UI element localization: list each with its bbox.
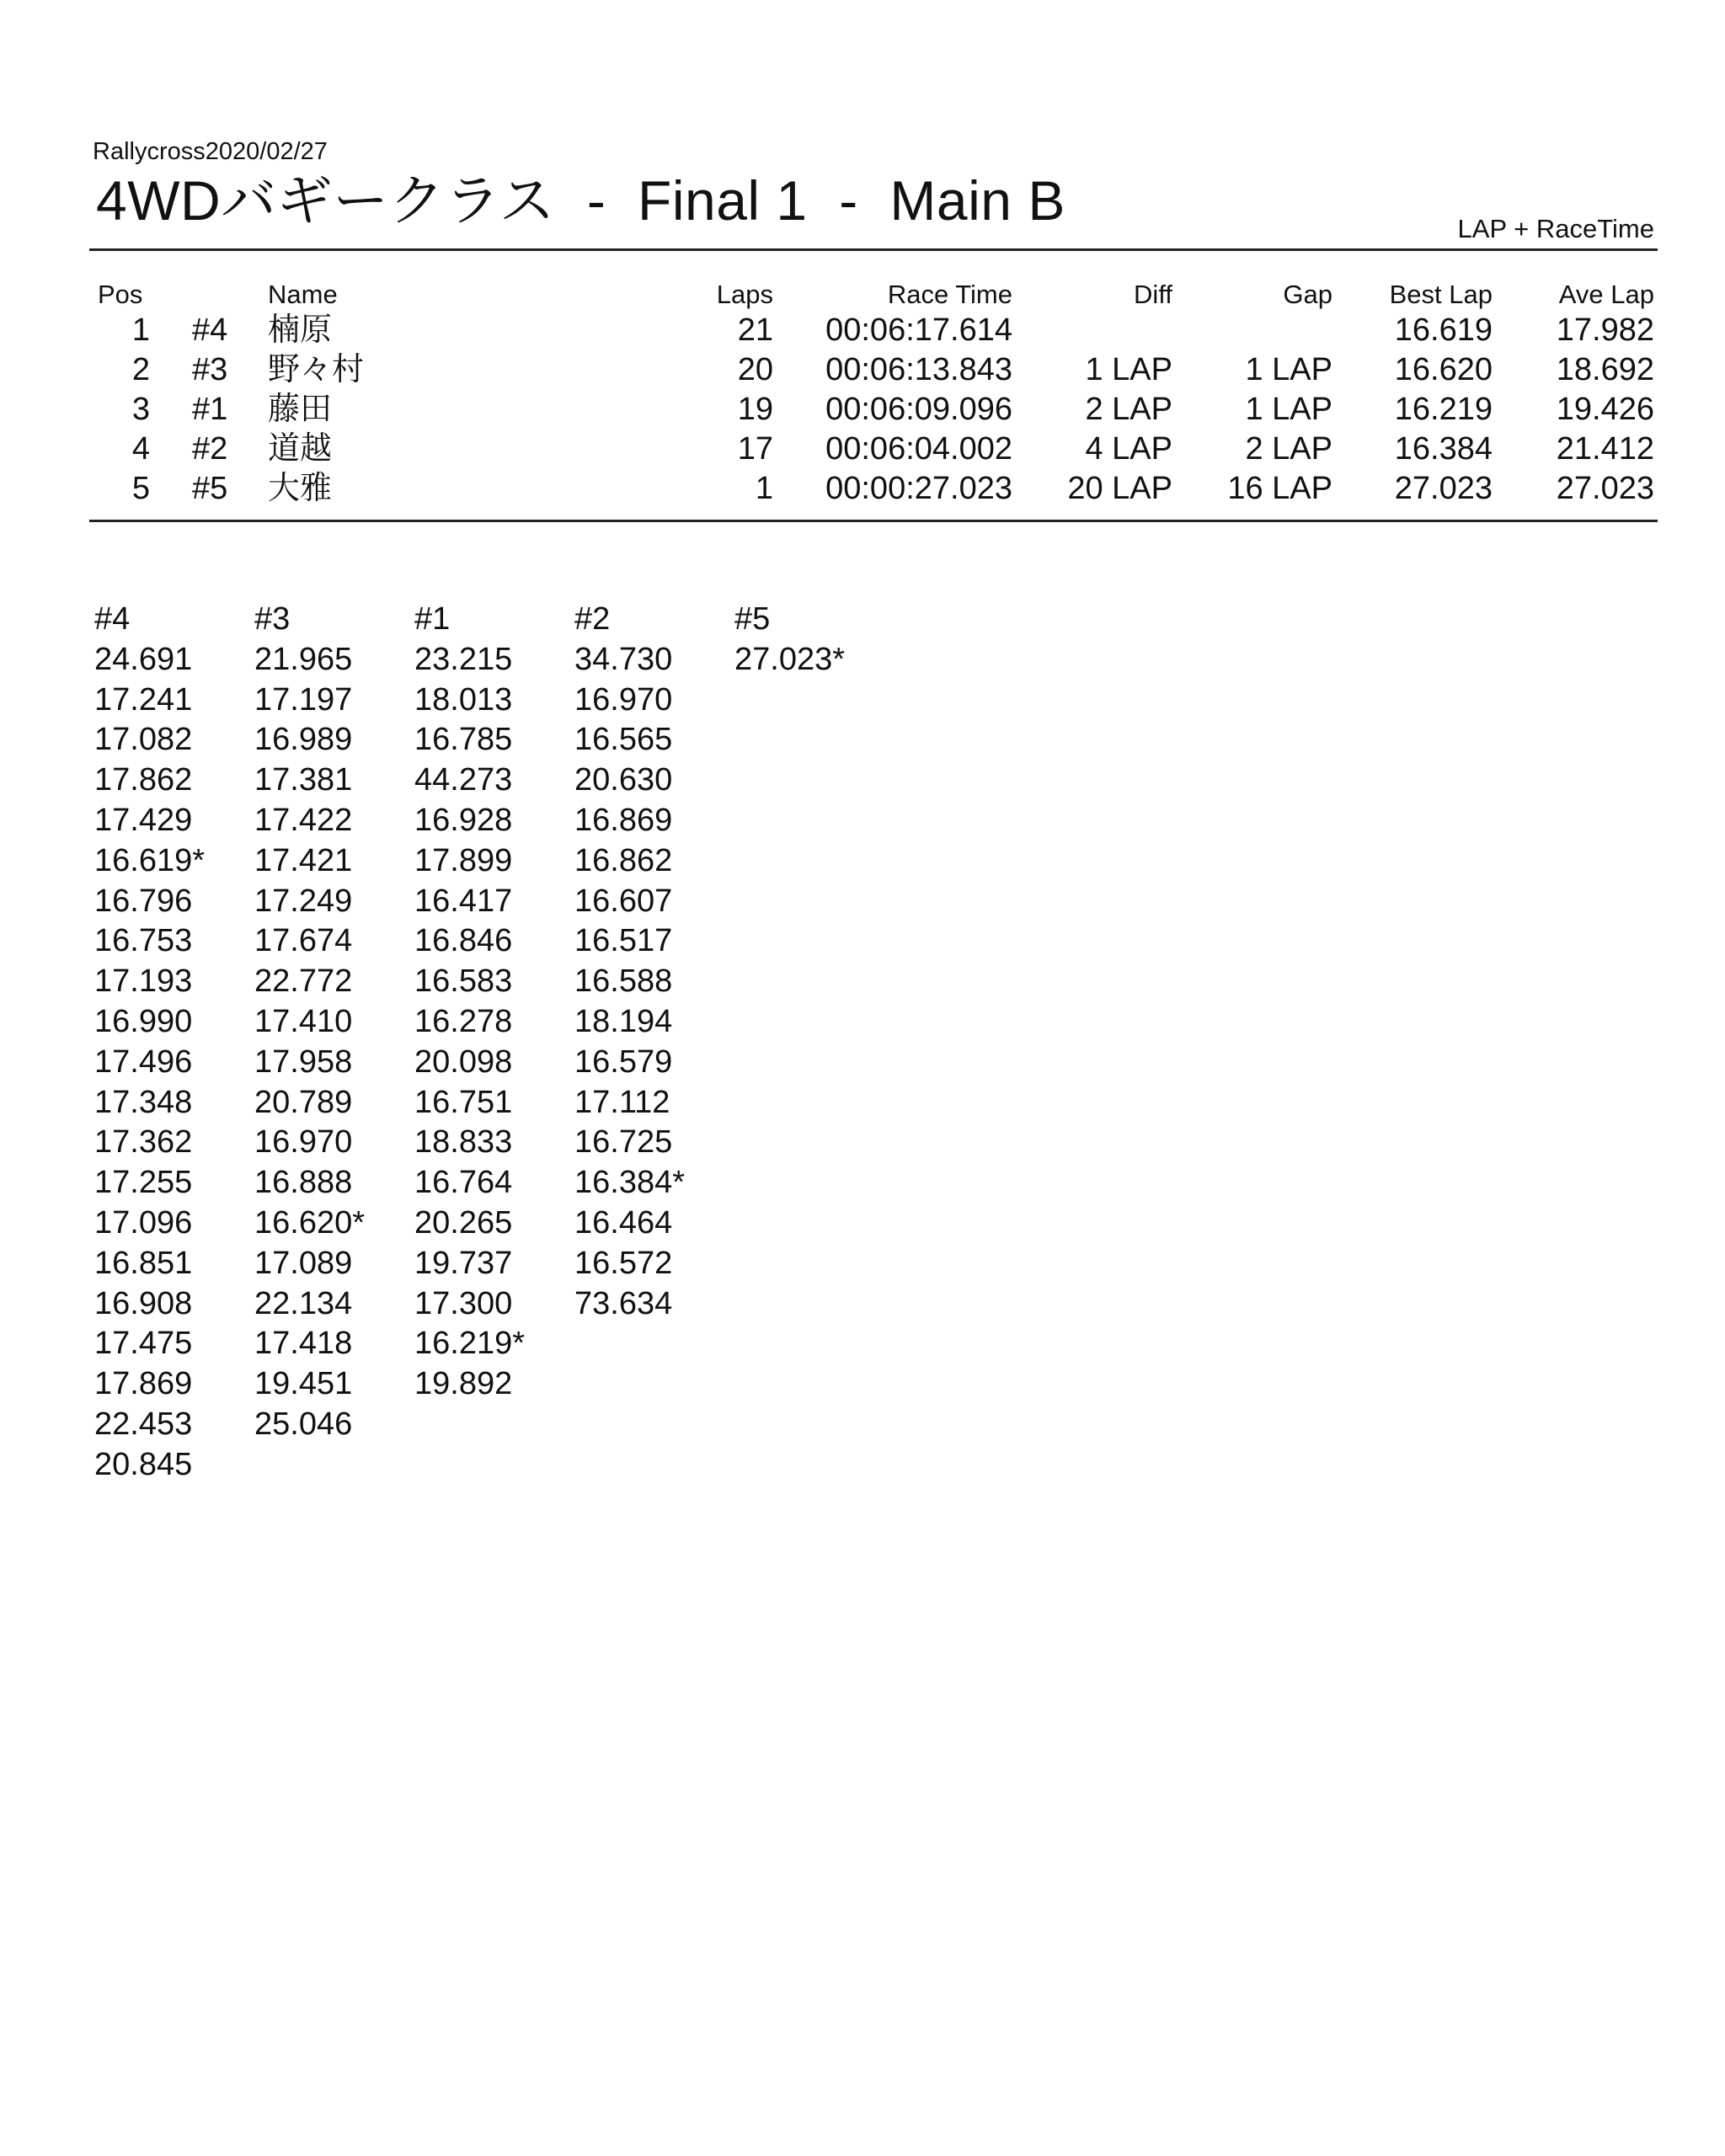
lap-time-cell: 21.965 xyxy=(254,641,353,677)
lap-time-cell: 16.869 xyxy=(574,802,673,838)
lap-time-cell: 16.851 xyxy=(94,1245,193,1281)
lap-time-cell: 16.764 xyxy=(414,1165,513,1201)
race-time-cell: 00:06:09.096 xyxy=(825,392,1012,427)
lap-time-cell: 16.846 xyxy=(414,923,513,959)
lap-time-cell: 16.619* xyxy=(94,842,206,878)
lap-time-cell: 16.970 xyxy=(574,681,673,718)
lap-time-cell: 16.928 xyxy=(414,802,513,838)
lap-time-cell: 22.772 xyxy=(254,963,353,1000)
lap-column-header: #1 xyxy=(414,601,451,637)
lap-time-cell: 16.517 xyxy=(574,923,673,959)
lap-time-cell: 16.989 xyxy=(254,722,353,758)
lap-time-cell: 17.418 xyxy=(254,1326,353,1362)
pos-cell: 3 xyxy=(131,392,150,427)
lap-time-cell: 16.862 xyxy=(574,842,673,878)
col-ave-lap-header: Ave Lap xyxy=(1558,280,1654,309)
lap-time-cell: 16.620* xyxy=(254,1204,366,1241)
driver-name-cell: 楠原 xyxy=(268,312,333,348)
diff-cell: 2 LAP xyxy=(1085,392,1172,427)
race-time-cell: 00:06:17.614 xyxy=(825,312,1012,348)
result-row xyxy=(0,391,1725,428)
best-lap-cell: 16.620 xyxy=(1394,352,1493,387)
lap-time-cell: 17.249 xyxy=(254,883,353,919)
lap-time-cell: 17.421 xyxy=(254,842,353,878)
results-divider xyxy=(89,520,1658,522)
lap-time-cell: 17.381 xyxy=(254,762,353,798)
col-race-time-header: Race Time xyxy=(887,280,1012,309)
lap-time-cell: 17.475 xyxy=(94,1326,193,1362)
lap-time-cell: 16.565 xyxy=(574,722,673,758)
race-time-cell: 00:06:13.843 xyxy=(825,352,1012,387)
best-lap-cell: 16.619 xyxy=(1394,312,1493,348)
lap-time-cell: 16.384* xyxy=(574,1165,686,1201)
result-row xyxy=(0,430,1725,467)
pos-cell: 4 xyxy=(131,431,150,467)
lap-time-cell: 16.785 xyxy=(414,722,513,758)
car-number-cell: #1 xyxy=(192,392,228,427)
ave-lap-cell: 17.982 xyxy=(1556,312,1654,348)
lap-column xyxy=(574,600,734,1324)
lap-time-cell: 17.096 xyxy=(94,1204,193,1241)
col-laps-header: Laps xyxy=(716,280,773,309)
race-time-cell: 00:06:04.002 xyxy=(825,431,1012,467)
lap-time-cell: 16.588 xyxy=(574,963,673,1000)
lap-time-cell: 17.862 xyxy=(94,762,193,798)
lap-time-cell: 19.451 xyxy=(254,1366,353,1402)
lap-time-cell: 20.789 xyxy=(254,1084,353,1120)
lap-time-cell: 17.362 xyxy=(94,1124,193,1161)
laps-cell: 1 xyxy=(755,471,773,506)
lap-time-cell: 16.572 xyxy=(574,1245,673,1281)
best-lap-cell: 16.219 xyxy=(1394,392,1493,427)
lap-time-cell: 17.241 xyxy=(94,681,193,718)
diff-cell: 1 LAP xyxy=(1085,352,1172,387)
lap-time-cell: 25.046 xyxy=(254,1406,353,1442)
lap-time-cell: 20.845 xyxy=(94,1446,193,1482)
lap-time-cell: 17.197 xyxy=(254,681,353,718)
pos-cell: 2 xyxy=(131,352,150,387)
col-diff-header: Diff xyxy=(1134,280,1172,309)
driver-name-cell: 道越 xyxy=(268,431,333,467)
lap-time-cell: 16.751 xyxy=(414,1084,513,1120)
lap-time-cell: 17.112 xyxy=(574,1084,670,1120)
lap-time-cell: 16.607 xyxy=(574,883,673,919)
car-number-cell: #4 xyxy=(192,312,228,348)
lap-time-cell: 17.422 xyxy=(254,802,353,838)
event-label: Rallycross2020/02/27 xyxy=(93,138,328,165)
car-number-cell: #2 xyxy=(192,431,228,467)
lap-column xyxy=(414,600,574,1405)
lap-column xyxy=(94,600,254,1486)
diff-cell: 4 LAP xyxy=(1085,431,1172,467)
page-title: 4WDバギークラス - Final 1 - Main B xyxy=(96,169,1065,232)
gap-cell: 16 LAP xyxy=(1227,471,1332,506)
result-row xyxy=(0,470,1725,507)
ave-lap-cell: 21.412 xyxy=(1556,431,1654,467)
col-name-header: Name xyxy=(268,280,338,309)
result-row xyxy=(0,312,1725,349)
lap-time-cell: 17.348 xyxy=(94,1084,193,1120)
col-pos-header: Pos xyxy=(98,280,143,309)
diff-cell: 20 LAP xyxy=(1067,471,1172,506)
report-type-label: LAP + RaceTime xyxy=(1457,214,1654,243)
laps-cell: 20 xyxy=(737,352,773,387)
lap-time-cell: 17.193 xyxy=(94,963,193,1000)
lap-time-cell: 17.300 xyxy=(414,1285,513,1321)
laps-cell: 19 xyxy=(737,392,773,427)
lap-time-cell: 27.023* xyxy=(734,641,846,677)
driver-name-cell: 大雅 xyxy=(268,471,333,506)
lap-time-cell: 18.833 xyxy=(414,1124,513,1161)
best-lap-cell: 16.384 xyxy=(1394,431,1493,467)
lap-column-header: #2 xyxy=(574,601,611,637)
lap-time-cell: 17.869 xyxy=(94,1366,193,1402)
lap-time-cell: 17.410 xyxy=(254,1003,353,1039)
lap-time-cell: 16.970 xyxy=(254,1124,353,1161)
results-header-row xyxy=(0,276,1725,313)
driver-name-cell: 野々村 xyxy=(268,352,365,387)
lap-time-cell: 17.496 xyxy=(94,1043,193,1080)
lap-time-cell: 23.215 xyxy=(414,641,513,677)
lap-time-cell: 16.417 xyxy=(414,883,513,919)
pos-cell: 1 xyxy=(131,312,150,348)
lap-time-cell: 16.583 xyxy=(414,963,513,1000)
lap-time-cell: 17.674 xyxy=(254,923,353,959)
lap-time-cell: 16.908 xyxy=(94,1285,193,1321)
lap-column-header: #5 xyxy=(734,601,771,637)
results-table xyxy=(0,276,1725,512)
lap-time-cell: 16.278 xyxy=(414,1003,513,1039)
lap-time-cell: 17.255 xyxy=(94,1165,193,1201)
car-number-cell: #3 xyxy=(192,352,228,387)
lap-time-cell: 20.098 xyxy=(414,1043,513,1080)
col-best-lap-header: Best Lap xyxy=(1389,280,1493,309)
lap-time-cell: 16.725 xyxy=(574,1124,673,1161)
lap-time-cell: 24.691 xyxy=(94,641,193,677)
lap-time-cell: 18.194 xyxy=(574,1003,673,1039)
gap-cell: 1 LAP xyxy=(1245,352,1332,387)
lap-time-cell: 17.082 xyxy=(94,722,193,758)
car-number-cell: #5 xyxy=(192,471,228,506)
lap-time-cell: 16.888 xyxy=(254,1165,353,1201)
lap-time-cell: 17.089 xyxy=(254,1245,353,1281)
lap-column-header: #4 xyxy=(94,601,131,637)
lap-time-cell: 20.630 xyxy=(574,762,673,798)
lap-time-cell: 16.219* xyxy=(414,1326,526,1362)
gap-cell: 1 LAP xyxy=(1245,392,1332,427)
race-time-cell: 00:00:27.023 xyxy=(825,471,1012,506)
lap-time-cell: 18.013 xyxy=(414,681,513,718)
lap-column xyxy=(734,600,895,680)
lap-time-cell: 16.796 xyxy=(94,883,193,919)
lap-time-cell: 17.429 xyxy=(94,802,193,838)
lap-time-cell: 22.134 xyxy=(254,1285,353,1321)
lap-time-cell: 22.453 xyxy=(94,1406,193,1442)
best-lap-cell: 27.023 xyxy=(1394,471,1493,506)
ave-lap-cell: 18.692 xyxy=(1556,352,1654,387)
result-row xyxy=(0,351,1725,388)
ave-lap-cell: 19.426 xyxy=(1556,392,1654,427)
lap-time-cell: 16.990 xyxy=(94,1003,193,1039)
lap-time-cell: 17.958 xyxy=(254,1043,353,1080)
laps-cell: 17 xyxy=(737,431,773,467)
lap-column-header: #3 xyxy=(254,601,291,637)
lap-time-cell: 73.634 xyxy=(574,1285,673,1321)
col-gap-header: Gap xyxy=(1283,280,1332,309)
lap-column xyxy=(254,600,414,1445)
laps-cell: 21 xyxy=(737,312,773,348)
lap-time-cell: 19.892 xyxy=(414,1366,513,1402)
pos-cell: 5 xyxy=(131,471,150,506)
header-divider xyxy=(89,248,1658,251)
driver-name-cell: 藤田 xyxy=(268,392,333,427)
lap-time-cell: 16.464 xyxy=(574,1204,673,1241)
lap-time-cell: 19.737 xyxy=(414,1245,513,1281)
lap-time-cell: 34.730 xyxy=(574,641,673,677)
gap-cell: 2 LAP xyxy=(1245,431,1332,467)
ave-lap-cell: 27.023 xyxy=(1556,471,1654,506)
lap-time-cell: 16.579 xyxy=(574,1043,673,1080)
lap-time-cell: 16.753 xyxy=(94,923,193,959)
lap-time-cell: 20.265 xyxy=(414,1204,513,1241)
lap-time-cell: 44.273 xyxy=(414,762,513,798)
lap-time-cell: 17.899 xyxy=(414,842,513,878)
